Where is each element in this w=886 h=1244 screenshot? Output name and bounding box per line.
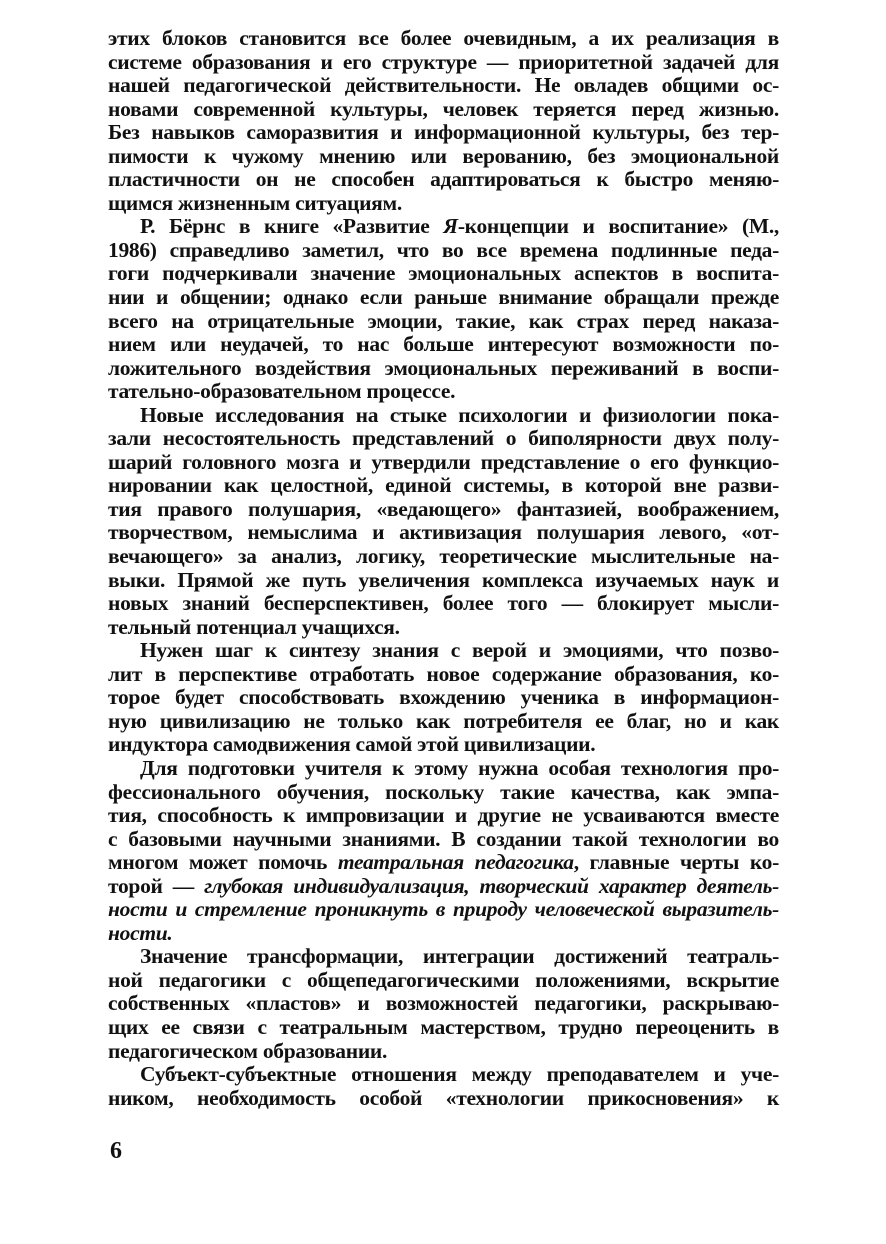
text-segment: тия, способность к импровизации и другие не усваиваются вместе <box>108 803 779 828</box>
text-segment: с базовыми научными знаниями. В создании такой технологии во <box>108 826 779 851</box>
text-line <box>108 192 779 216</box>
text-segment: нием или неудачей, то нас больше интересуют возможности по- <box>108 332 779 357</box>
text-segment: нировании как целостной, единой системы, в которой вне разви- <box>108 473 779 498</box>
text-segment: ложительного воздействия эмоциональных переживаний в воспи- <box>108 355 779 380</box>
text-line <box>108 992 779 1016</box>
text-line <box>108 1087 779 1111</box>
text-segment: ником, необходимость особой «технологии прикосновения» к <box>108 1085 779 1110</box>
paragraph <box>108 27 779 215</box>
text-segment: педагогическом образовании. <box>108 1038 388 1063</box>
paragraph <box>108 1063 779 1110</box>
text-line <box>108 757 779 781</box>
text-line <box>108 145 779 169</box>
text-line <box>108 357 779 381</box>
text-segment: пимости к чужому мнению или верованию, без эмоциональной <box>108 143 779 168</box>
text-segment: вечающего» за анализ, логику, теоретические мыслительные на- <box>108 544 779 569</box>
text-segment: новых знаний бесперспективен, более того — блокирует мысли- <box>108 591 779 616</box>
text-segment: щих ее связи с театральным мастерством, трудно переоценить в <box>108 1014 779 1039</box>
text-line <box>108 710 779 734</box>
italic-text: глубокая индивидуализация, творческий характер деятель- <box>204 873 779 898</box>
text-line <box>108 521 779 545</box>
text-line <box>108 121 779 145</box>
text-line <box>108 686 779 710</box>
text-segment: пластичности он не способен адаптироваться к быстро меняю- <box>108 167 779 192</box>
text-segment: системе образования и его структуре — приоритетной задачей для <box>108 49 779 74</box>
text-line <box>108 74 779 98</box>
text-segment: этих блоков становится все более очевидным, а их реализация в <box>108 26 779 50</box>
text-segment: тия правого полушария, «ведающего» фантазией, воображением, <box>108 496 779 521</box>
text-segment: нии и общении; однако если раньше внимание обращали прежде <box>108 285 779 310</box>
text-line <box>108 851 779 875</box>
text-line <box>108 804 779 828</box>
paragraph <box>108 215 779 403</box>
text-line <box>108 498 779 522</box>
text-line <box>108 1016 779 1040</box>
text-segment: ной педагогики с общепедагогическими положениями, вскрытие <box>108 967 779 992</box>
text-line <box>108 592 779 616</box>
text-segment: многом может помочь <box>108 850 338 875</box>
paragraph <box>108 945 779 1063</box>
italic-text: ности и стремление проникнуть в природу человеческой выразитель- <box>108 897 779 922</box>
text-line <box>108 451 779 475</box>
text-line <box>108 380 779 404</box>
text-segment: гоги подчеркивали значение эмоциональных аспектов в воспита- <box>108 261 779 286</box>
page-number: 6 <box>110 1138 122 1164</box>
text-line <box>108 1063 779 1087</box>
text-line <box>108 945 779 969</box>
text-segment: лит в перспективе отработать новое содержание образования, ко- <box>108 661 779 686</box>
text-segment: торое будет способствовать вхождению ученика в информацион- <box>108 685 779 710</box>
text-segment: 1986) справедливо заметил, что во все времена подлинные педа- <box>108 237 779 262</box>
text-line <box>108 828 779 852</box>
text-line <box>108 404 779 428</box>
text-segment: торой — <box>108 873 205 898</box>
text-segment: Без навыков саморазвития и информационной культуры, без тер- <box>108 120 779 145</box>
text-segment: нашей педагогической действительности. Не овладев общими ос- <box>108 73 779 98</box>
text-line <box>108 239 779 263</box>
text-segment: Субъект-субъектные отношения между преподавателем и уче- <box>140 1062 779 1087</box>
italic-text: театральная педагогика <box>337 850 574 875</box>
text-segment: собственных «пластов» и возможностей педагогики, раскрываю- <box>108 991 779 1016</box>
text-segment: Р. Бёрнс в книге «Развитие <box>140 214 444 239</box>
text-segment: ную цивилизацию не только как потребителя ее благ, но и как <box>108 708 779 733</box>
text-segment: -концепции и воспитание» (М., <box>457 214 779 239</box>
text-line <box>108 663 779 687</box>
text-line <box>108 310 779 334</box>
text-segment: Для подготовки учителя к этому нужна особая технология про- <box>140 755 779 780</box>
text-segment: новами современной культуры, человек теряется перед жизнью. <box>108 96 779 121</box>
text-segment: Значение трансформации, интеграции достижений театраль- <box>140 944 779 969</box>
text-line <box>108 639 779 663</box>
text-line <box>108 898 779 922</box>
text-line <box>108 98 779 122</box>
text-segment: всего на отрицательные эмоции, такие, как страх перед наказа- <box>108 308 779 333</box>
text-segment: шарий головного мозга и утвердили представление о его функцио- <box>108 449 779 474</box>
text-line <box>108 168 779 192</box>
text-line <box>108 333 779 357</box>
text-line <box>108 781 779 805</box>
text-line <box>108 875 779 899</box>
text-line <box>108 262 779 286</box>
text-segment: Новые исследования на стыке психологии и физиологии пока- <box>140 402 779 427</box>
text-line <box>108 427 779 451</box>
text-segment: творчеством, немыслима и активизация полушария левого, «от- <box>108 520 779 545</box>
text-segment: щимся жизненным ситуациям. <box>108 190 402 215</box>
text-segment: выки. Прямой же путь увеличения комплекса изучаемых наук и <box>108 567 779 592</box>
paragraph <box>108 757 779 945</box>
paragraph <box>108 639 779 757</box>
text-segment: индуктора самодвижения самой этой цивилизации. <box>108 732 596 757</box>
text-line <box>108 51 779 75</box>
italic-text: ности. <box>108 920 173 945</box>
text-line <box>108 474 779 498</box>
page-body-text <box>108 27 779 1110</box>
text-line <box>108 569 779 593</box>
text-segment: , главные черты ко- <box>573 850 779 875</box>
text-line <box>108 616 779 640</box>
text-line <box>108 922 779 946</box>
text-line <box>108 1040 779 1064</box>
text-line <box>108 545 779 569</box>
text-segment: фессионального обучения, поскольку такие качества, как эмпа- <box>108 779 779 804</box>
text-line <box>108 969 779 993</box>
text-line <box>108 286 779 310</box>
text-line <box>108 733 779 757</box>
text-segment: тательно-образовательном процессе. <box>108 379 456 404</box>
text-segment: зали несостоятельность представлений о биполярности двух полу- <box>108 426 779 451</box>
text-segment: тельный потенциал учащихся. <box>108 614 400 639</box>
text-line <box>108 27 779 51</box>
paragraph <box>108 404 779 639</box>
italic-text: Я <box>443 214 458 239</box>
text-line <box>108 215 779 239</box>
text-segment: Нужен шаг к синтезу знания с верой и эмоциями, что позво- <box>140 638 779 663</box>
